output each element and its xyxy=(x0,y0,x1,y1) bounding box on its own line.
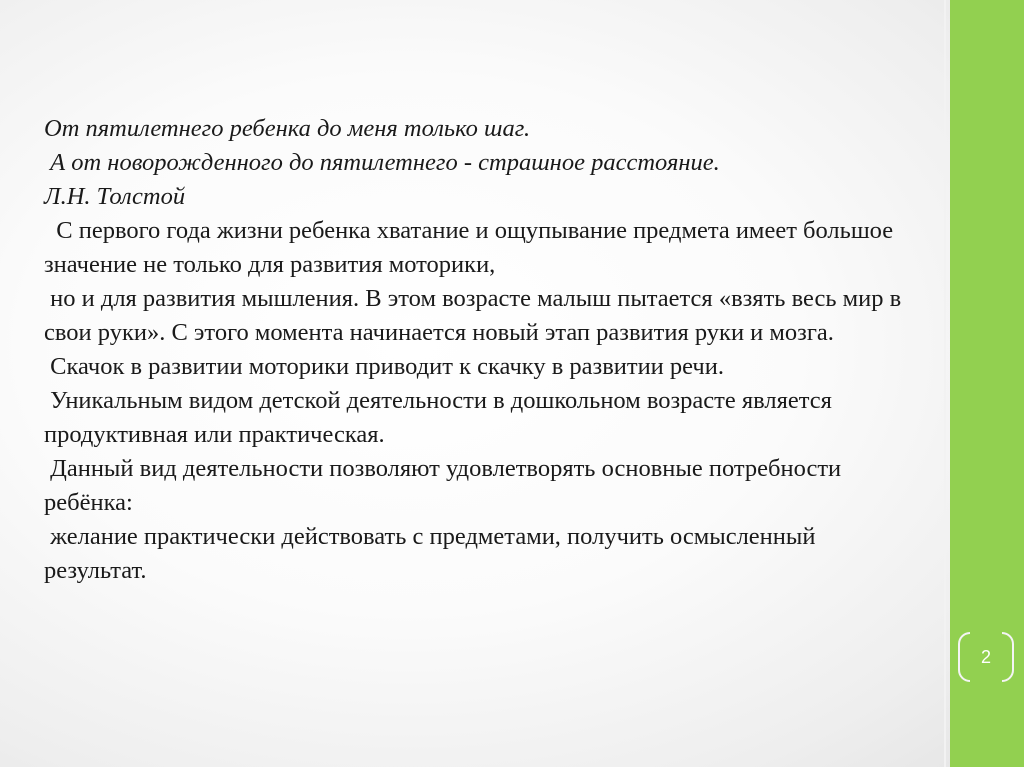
body-line: результат. xyxy=(44,557,147,584)
body-line: Скачок в развитии моторики приводит к скачку в развитии речи. xyxy=(44,353,724,380)
body-line: свои руки». С этого момента начинается новый этап развития руки и мозга. xyxy=(44,319,834,346)
page-number: 2 xyxy=(980,647,991,667)
quote-line-1: От пятилетнего ребенка до меня только шаг. xyxy=(44,115,531,142)
quote-author: Л.Н. Толстой xyxy=(44,183,186,210)
slide-body-text xyxy=(44,112,1024,588)
body-line: но и для развития мышления. В этом возрасте малыш пытается «взять весь мир в xyxy=(44,285,902,312)
body-line: Данный вид деятельности позволяют удовлетворять основные потребности xyxy=(44,455,842,482)
body-line: желание практически действовать с предметами, получить осмысленный xyxy=(44,523,816,550)
page-number-box xyxy=(958,632,1014,682)
quote-line-2: А от новорожденного до пятилетнего - страшное расстояние. xyxy=(44,149,720,176)
body-line: Уникальным видом детской деятельности в дошкольном возрасте является xyxy=(44,387,832,414)
body-line: продуктивная или практическая. xyxy=(44,421,385,448)
body-line: С первого года жизни ребенка хватание и ощупывание предмета имеет большое xyxy=(44,217,894,244)
body-line: значение не только для развития моторики, xyxy=(44,251,496,278)
body-line: ребёнка: xyxy=(44,489,133,516)
accent-divider-line xyxy=(944,0,946,767)
